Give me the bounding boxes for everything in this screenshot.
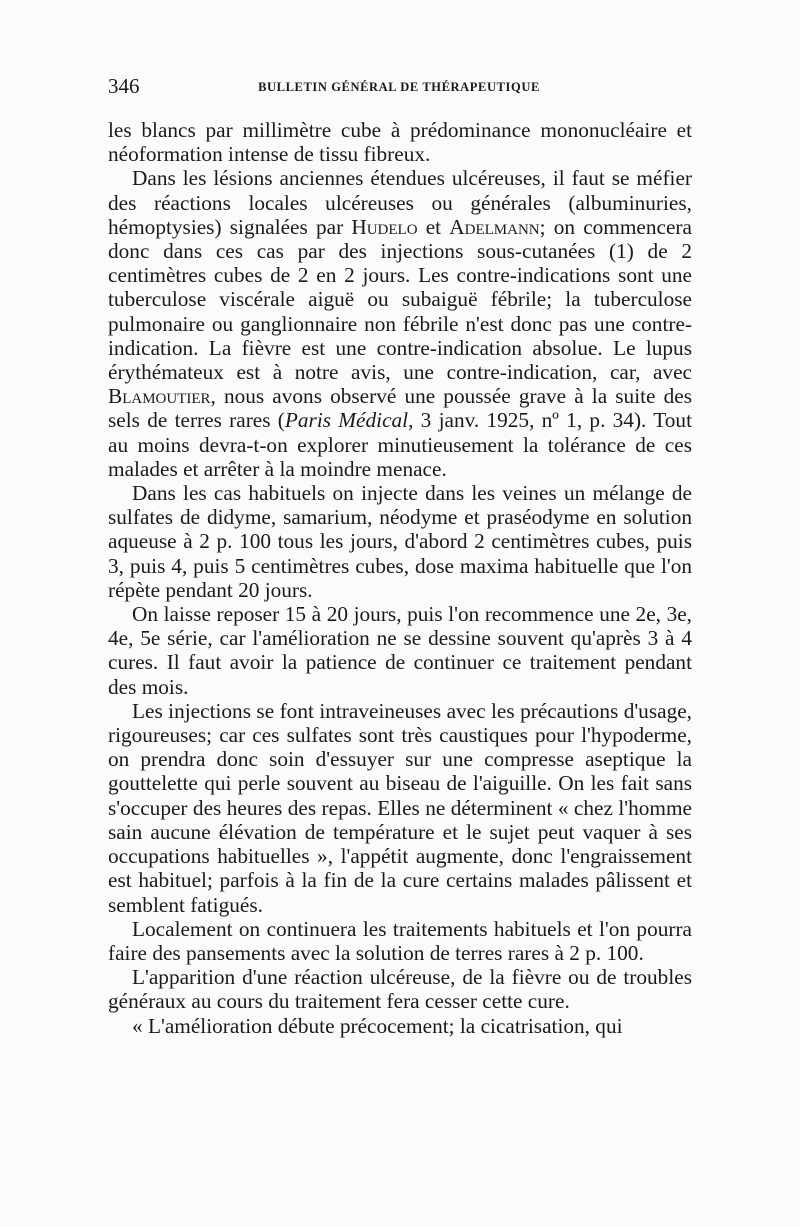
paragraph-6: Localement on continuera les traitements habituels et l'on pourra faire des pansements avec la solution de terres rares à 2 p. 100. (108, 916, 692, 965)
paragraph-2 (108, 166, 692, 481)
paragraph-2-part-a: Dans les lésions anciennes étendues ulcéreuses, il faut se méfier des réactions locales ulcéreuses ou générales (albuminuries, hémoptysies) signalées par (108, 166, 692, 239)
author-name-adelmann: Adelmann (449, 214, 540, 239)
paragraph-1: les blancs par millimètre cube à prédominance mononucléaire et néoformation intense de tissu fibreux. (108, 118, 692, 167)
body-text (108, 118, 692, 1038)
paragraph-2-part-b: et (417, 214, 450, 239)
paragraph-3: Dans les cas habituels on injecte dans les veines un mélange de sulfates de didyme, samarium, néodyme et praséodyme en solution aqueuse à 2 p. 100 tous les jours, d'abord 2 centimètres cubes, puis 3, puis 4, puis 5 centimètres cubes, dose maxima habituelle que l'on répète pendant 20 jours. (108, 481, 692, 602)
paragraph-2-part-e: , 3 janv. 1925, nº 1, p. 34). Tout au moins devra-t-on explorer minutieusement la tolérance de ces malades et arrêter à la moindre menace. (108, 408, 692, 481)
paragraph-5: Les injections se font intraveineuses avec les précautions d'usage, rigoureuses; car ces sulfates sont très caustiques pour l'hypoderme, on prendra donc soin d'essuyer sur une compresse aseptique la gouttelette qui perle souvent au biseau de l'aiguille. On les fait sans s'occuper des heures des repas. Elles ne déterminent « chez l'homme sain aucune élévation de température et le sujet peut vaquer à ses occupations habituelles », l'appétit augmente, donc l'engraissement est habituel; parfois à la fin de la cure certains malades pâlissent et semblent fatigués. (108, 698, 692, 917)
paragraph-4: On laisse reposer 15 à 20 jours, puis l'on recommence une 2e, 3e, 4e, 5e série, car l'amélioration ne se dessine souvent qu'après 3 à 4 cures. Il faut avoir la patience de continuer ce traitement pendant des mois. (108, 602, 692, 699)
page-number: 346 (108, 74, 140, 98)
author-name-blamoutier: Blamoutier (108, 384, 211, 409)
paragraph-2-part-d: , nous avons observé une poussée grave à la suite des sels de terres rares ( (108, 384, 692, 433)
page-header (108, 74, 690, 102)
author-name-hudelo: Hudelo (351, 214, 418, 239)
running-title: BULLETIN GÉNÉRAL DE THÉRAPEUTIQUE (258, 80, 540, 94)
paragraph-8: « L'amélioration débute précocement; la cicatrisation, qui (132, 1013, 623, 1038)
paragraph-2-part-c: ; on commencera donc dans ces cas par des injections sous-cutanées (1) de 2 centimètres cubes de 2 en 2 jours. Les contre-indications sont une tuberculose viscérale aiguë ou subaiguë fébrile; la tuberculose pulmonaire ou ganglionnaire non fébrile n'est donc pas une contre-indication. La fièvre est une contre-indication absolue. Le lupus érythémateux est à notre avis, une contre-indication, car, avec (108, 214, 692, 385)
journal-title: Paris Médical (284, 408, 409, 433)
paragraph-7: L'apparition d'une réaction ulcéreuse, de la fièvre ou de troubles généraux au cours du traitement fera cesser cette cure. (108, 965, 692, 1014)
